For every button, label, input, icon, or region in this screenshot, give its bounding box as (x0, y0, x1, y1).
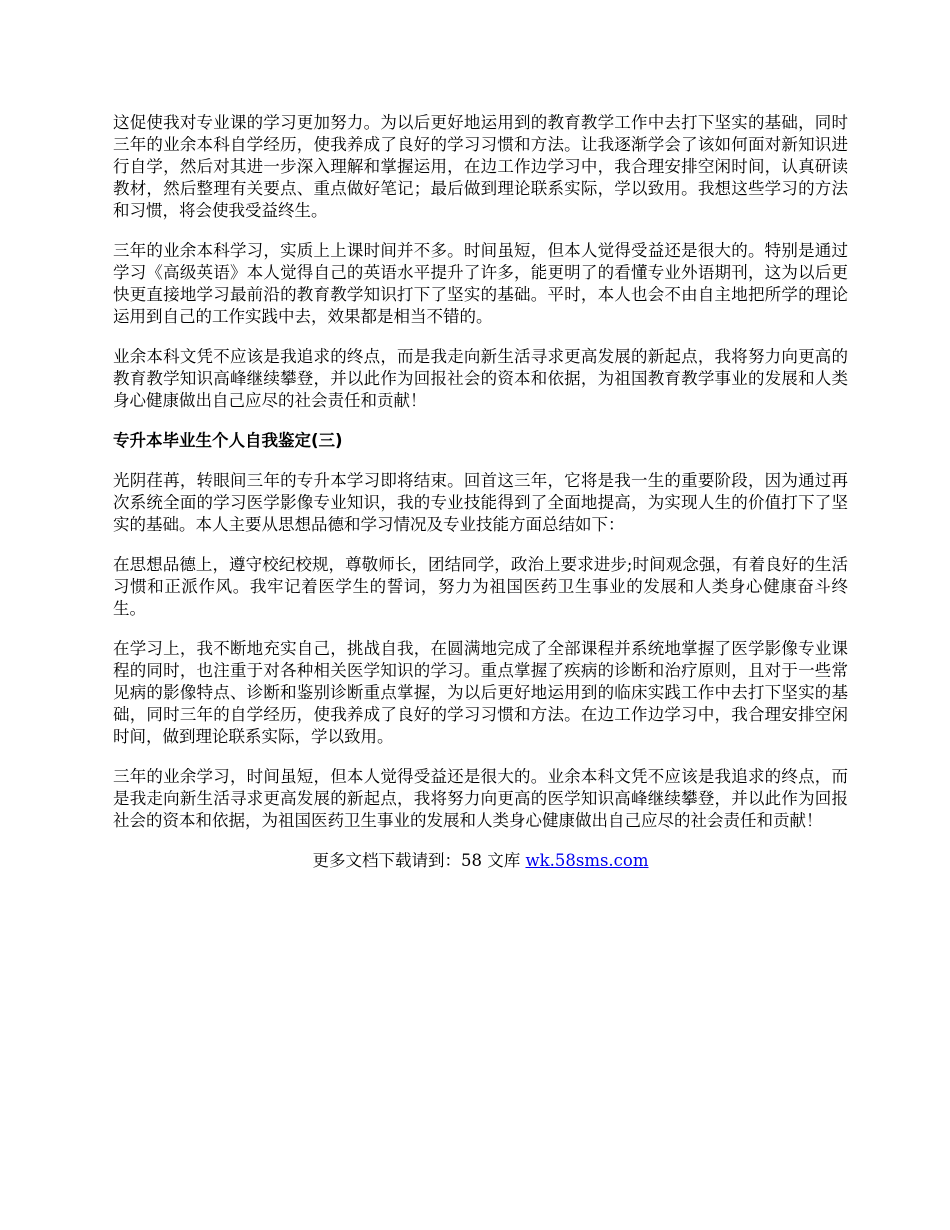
body-paragraph: 光阴荏苒，转眼间三年的专升本学习即将结束。回首这三年，它将是我一生的重要阶段，因为通过再次系统全面的学习医学影像专业知识，我的专业技能得到了全面地提高，为实现人生的价值打下了坚实的基础。本人主要从思想品德和学习情况及专业技能方面总结如下： (113, 471, 848, 534)
body-paragraph: 在思想品德上，遵守校纪校规，尊敬师长，团结同学，政治上要求进步;时间观念强，有着良好的生活习惯和正派作风。我牢记着医学生的誓词，努力为祖国医药卫生事业的发展和人类身心健康奋斗终生。 (113, 555, 848, 618)
section-heading: 专升本毕业生个人自我鉴定(三) (113, 431, 343, 450)
body-paragraph: 在学习上，我不断地充实自己，挑战自我，在圆满地完成了全部课程并系统地掌握了医学影像专业课程的同时，也注重于对各种相关医学知识的学习。重点掌握了疾病的诊断和治疗原则，且对于一些常见病的影像特点、诊断和鉴别诊断重点掌握，为以后更好地运用到的临床实践工作中去打下坚实的基础，同时三年的自学经历，使我养成了良好的学习习惯和方法。在边工作边学习中，我合理安排空闲时间，做到理论联系实际，学以致用。 (113, 639, 848, 746)
body-paragraph: 这促使我对专业课的学习更加努力。为以后更好地运用到的教育教学工作中去打下坚实的基础，同时三年的业余本科自学经历，使我养成了良好的学习习惯和方法。让我逐渐学会了该如何面对新知识进行自学，然后对其进一步深入理解和掌握运用，在边工作边学习中，我合理安排空闲时间，认真研读教材，然后整理有关要点、重点做好笔记；最后做到理论联系实际，学以致用。我想这些学习的方法和习惯，将会使我受益终生。 (113, 113, 848, 220)
download-footer (113, 850, 848, 872)
body-paragraph: 业余本科文凭不应该是我追求的终点，而是我走向新生活寻求更高发展的新起点，我将努力向更高的教育教学知识高峰继续攀登，并以此作为回报社会的资本和依据，为祖国教育教学事业的发展和人类身心健康做出自己应尽的社会责任和贡献！ (113, 347, 848, 410)
footer-link[interactable]: wk.58sms.com (525, 851, 649, 870)
footer-text: 更多文档下载请到：58 文库 (312, 851, 526, 870)
document-page (113, 112, 848, 872)
body-paragraph: 三年的业余学习，时间虽短，但本人觉得受益还是很大的。业余本科文凭不应该是我追求的终点，而是我走向新生活寻求更高发展的新起点，我将努力向更高的医学知识高峰继续攀登，并以此作为回报社会的资本和依据，为祖国医药卫生事业的发展和人类身心健康做出自己应尽的社会责任和贡献！ (113, 767, 848, 830)
body-paragraph: 三年的业余本科学习，实质上上课时间并不多。时间虽短，但本人觉得受益还是很大的。特别是通过学习《高级英语》本人觉得自己的英语水平提升了许多，能更明了的看懂专业外语期刊，这为以后更快更直接地学习最前沿的教育教学知识打下了坚实的基础。平时，本人也会不由自主地把所学的理论运用到自己的工作实践中去，效果都是相当不错的。 (113, 241, 848, 326)
